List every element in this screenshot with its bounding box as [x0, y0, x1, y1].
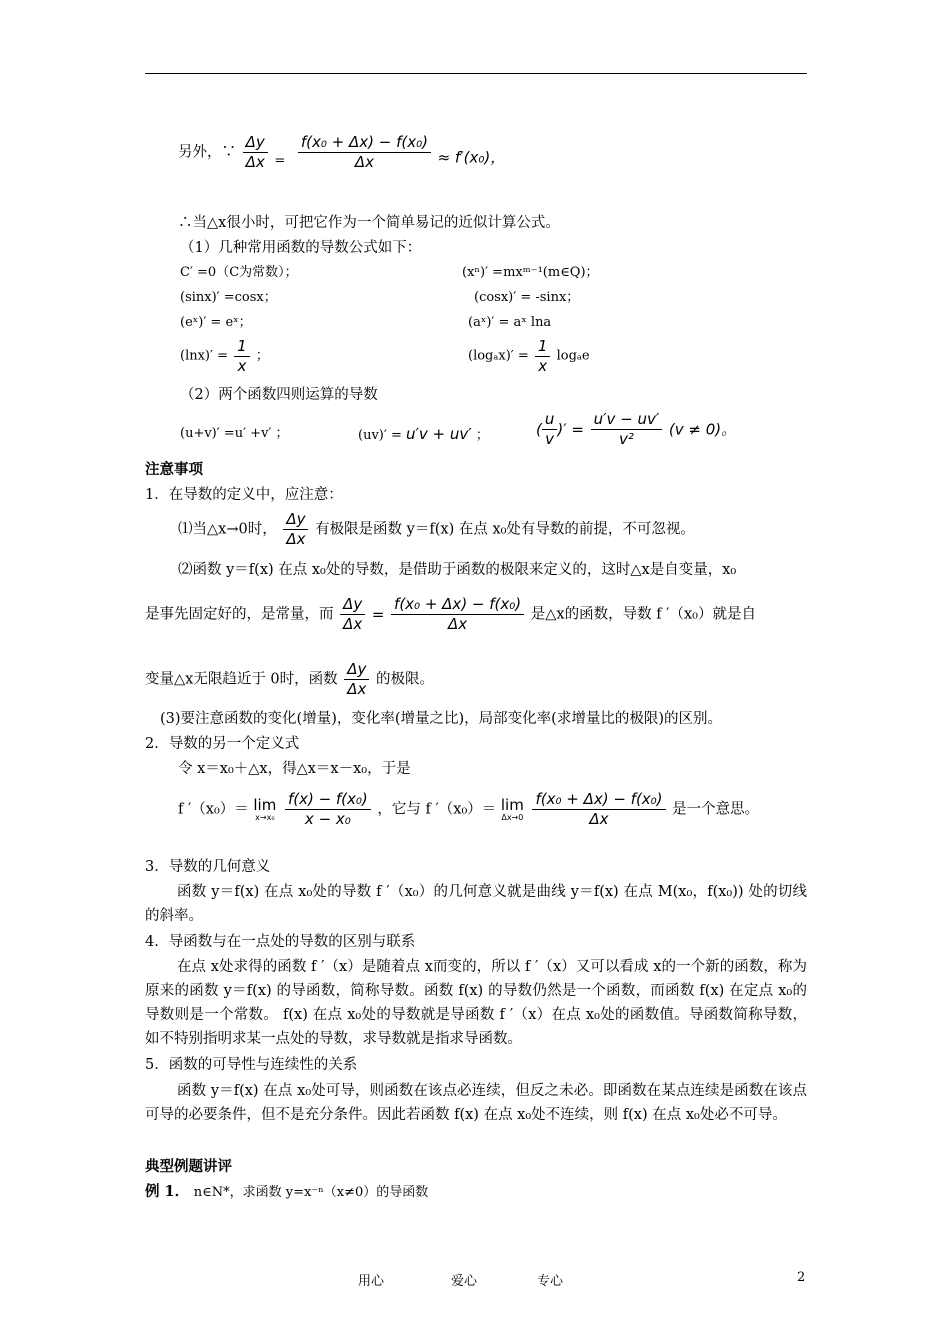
fraction-denominator: v²: [618, 430, 634, 448]
one-over-x-fraction: [234, 337, 250, 376]
approx-note: ∴当△x很小时，可把它作为一个简单易记的近似计算公式。: [178, 215, 560, 231]
delta-fraction: [283, 510, 308, 549]
footer-text-b: 爱心: [451, 1274, 478, 1289]
examples-heading: 典型例题讲评: [145, 1158, 232, 1175]
note-3-body: 函数 y＝f(x) 在点 x₀处的导数 f ′（x₀）的几何意义就是曲线 y＝f(x) 在点 M(x₀，f(x₀)) 处的切线的斜率。: [145, 884, 807, 924]
footer-text-a: 用心: [358, 1274, 385, 1289]
note-2a: 令 x＝x₀＋△x，得△x＝x－x₀，于是: [178, 761, 411, 777]
formula-exp: (eˣ)′ = eˣ；: [180, 315, 252, 330]
delta-fraction: [344, 660, 369, 699]
fraction-numerator: 1: [535, 337, 551, 357]
rule-product-lhs: (uv)′ =: [358, 428, 402, 443]
formula-sin: (sinx)′ =cosx；: [180, 290, 277, 305]
rule-sum: (u+v)′ =u′ +v′ ；: [180, 426, 289, 441]
note-5-heading: 5．函数的可导性与连续性的关系: [145, 1057, 358, 1073]
note-1c: [145, 595, 756, 634]
rule-product-rhs: u′v + uv′: [405, 425, 472, 443]
note-1a-text: 有极限是函数 y＝f(x) 在点 x₀处有导数的前提，不可忽视。: [315, 521, 695, 538]
fraction-denominator: Δx: [347, 680, 367, 698]
fraction-numerator: f(x) − f(x₀): [285, 790, 371, 810]
section-1-title: （1）几种常用函数的导数公式如下：: [180, 240, 422, 256]
formula-log-lhs: (logₐx)′ =: [468, 348, 529, 364]
fraction-denominator: Δx: [343, 615, 363, 633]
note-1d-lead: 变量△x无限趋近于 0时，函数: [145, 671, 338, 688]
formula-power: (xⁿ)′ =mxᵐ⁻¹(m∈Q)；: [462, 265, 599, 280]
note-1a-lead: ⑴当△x→0时，: [178, 521, 277, 538]
fraction-numerator: Δy: [243, 133, 268, 153]
note-2-heading: 2．导数的另一个定义式: [145, 736, 300, 752]
difference-quotient: [298, 133, 431, 172]
note-1d: [145, 660, 434, 699]
formula-cos: (cosx)′ = -sinx；: [474, 290, 580, 305]
fraction-denominator: x − x₀: [304, 810, 351, 828]
page-number: 2: [797, 1270, 806, 1285]
note-2b-middle: ，它与 f ′（x₀）＝: [377, 801, 497, 818]
note-2b-lead: f ′（x₀）＝: [178, 801, 249, 818]
formula-constant: C′ =0（C为常数）；: [180, 265, 298, 280]
note-1d-text: 的极限。: [376, 671, 435, 688]
fraction-denominator: x: [538, 357, 548, 375]
example-label: 例 1．: [145, 1183, 190, 1200]
formula-log-end: logₐe: [556, 348, 590, 364]
formula-a-exp: (aˣ)′ = aˣ lna: [468, 315, 552, 330]
intro-prefix: 另外，∵: [178, 144, 236, 161]
note-1a: [178, 510, 695, 549]
note-2b-end: 是一个意思。: [672, 801, 760, 818]
equals-sign: =: [371, 605, 385, 624]
fraction-numerator: f(x₀ + Δx) − f(x₀): [532, 790, 665, 810]
delta-fraction: [243, 133, 268, 172]
fraction-numerator: Δy: [344, 660, 369, 680]
fraction-denominator: v: [545, 430, 555, 448]
fraction-denominator: Δx: [448, 615, 468, 633]
fraction-denominator: x: [237, 357, 247, 375]
fraction-denominator: Δx: [286, 530, 306, 548]
note-1c-text: 是△x的函数，导数 f ′（x₀）就是自: [530, 606, 756, 623]
fraction-numerator: f(x₀ + Δx) − f(x₀): [298, 133, 431, 153]
equals-sign: =: [274, 153, 286, 169]
intro-formula-line: [178, 133, 505, 172]
header-rule: [145, 73, 807, 74]
limit-fraction: [285, 790, 371, 829]
limit-word: lim: [500, 795, 524, 814]
note-1e: (3)要注意函数的变化(增量)，变化率(增量之比)，局部变化率(求增量比的极限)的区别。: [160, 711, 722, 727]
example-text: n∈N*，求函数 y=x⁻ⁿ（x≠0）的导函数: [193, 1185, 429, 1200]
formula-ln-lhs: (lnx)′ =: [180, 348, 228, 364]
formula-log: [468, 337, 590, 376]
notes-heading: 注意事项: [145, 461, 203, 478]
note-5-body: 函数 y＝f(x) 在点 x₀处可导，则函数在该点必连续，但反之未必。即函数在某点连续是函数在该点可导的必要条件，但不是充分条件。因此若函数 f(x) 在点 x₀处不连续，则 f(x) 在点 x₀处必不可导。: [145, 1083, 807, 1123]
section-2-title: （2）两个函数四则运算的导数: [180, 387, 378, 403]
approx-derivative: ≈ f′(x₀)，: [437, 148, 506, 167]
limit-subscript: x→x₀: [255, 812, 275, 822]
fraction-numerator: f(x₀ + Δx) − f(x₀): [391, 595, 524, 615]
limit-fraction: [532, 790, 665, 829]
note-3-heading: 3．导数的几何意义: [145, 859, 271, 875]
note-4-heading: 4．导函数与在一点处的导数的区别与联系: [145, 934, 416, 950]
rule-quotient: ( $\frac{u}{v}$ )′ = $\frac{u'v - uv'}{\text{v²}}$ (v ≠ 0)。: [536, 410, 737, 448]
fraction-numerator: Δy: [283, 510, 308, 530]
fraction-denominator: Δx: [354, 153, 374, 171]
formula-ln-end: ；: [255, 348, 269, 364]
rule-product: [358, 424, 489, 446]
limit-subscript: Δx→0: [501, 812, 524, 822]
note-1b: ⑵函数 y＝f(x) 在点 x₀处的导数，是借助于函数的极限来定义的，这时△x是自变量，x₀: [178, 562, 737, 578]
u-over-v-fraction: [542, 410, 558, 449]
quotient-equals: )′ =: [557, 420, 584, 439]
limit-operator: [253, 797, 276, 823]
footer-text-c: 专心: [537, 1274, 564, 1289]
quotient-condition: (v ≠ 0)。: [668, 420, 737, 439]
fraction-numerator: u′v − uv′: [591, 410, 663, 430]
fraction-numerator: u: [542, 410, 558, 430]
quotient-rhs-fraction: [591, 410, 663, 449]
limit-operator: [501, 797, 524, 823]
fraction-numerator: 1: [234, 337, 250, 357]
difference-quotient: [391, 595, 524, 634]
rule-product-end: ；: [475, 428, 489, 443]
delta-fraction: [340, 595, 365, 634]
example-1: [145, 1182, 428, 1203]
fraction-denominator: Δx: [245, 153, 265, 171]
note-4-body: 在点 x处求得的函数 f ′（x）是随着点 x而变的，所以 f ′（x）又可以看成 x的一个新的函数，称为原来的函数 y＝f(x) 的导函数，简称导数。函数 f(x) 的导数仍然是一个函数，而函数 f(x) 在定点 x₀的导数则是一个常数。 f(x) 在点 x₀处的导数就是导函数 f ′（x）在点 x₀处的函数值。导函数简称导数，如不特别指明求某一点处的导数，求导数就是指求导函数。: [145, 959, 807, 1047]
fraction-denominator: Δx: [589, 810, 609, 828]
fraction-numerator: Δy: [340, 595, 365, 615]
note-1c-lead: 是事先固定好的，是常量，而: [145, 606, 334, 623]
note-2b: [178, 790, 759, 829]
note-1-heading: 1．在导数的定义中，应注意：: [145, 487, 343, 503]
limit-word: lim: [253, 795, 277, 814]
one-over-x-fraction: [535, 337, 551, 376]
formula-ln: [180, 337, 269, 376]
